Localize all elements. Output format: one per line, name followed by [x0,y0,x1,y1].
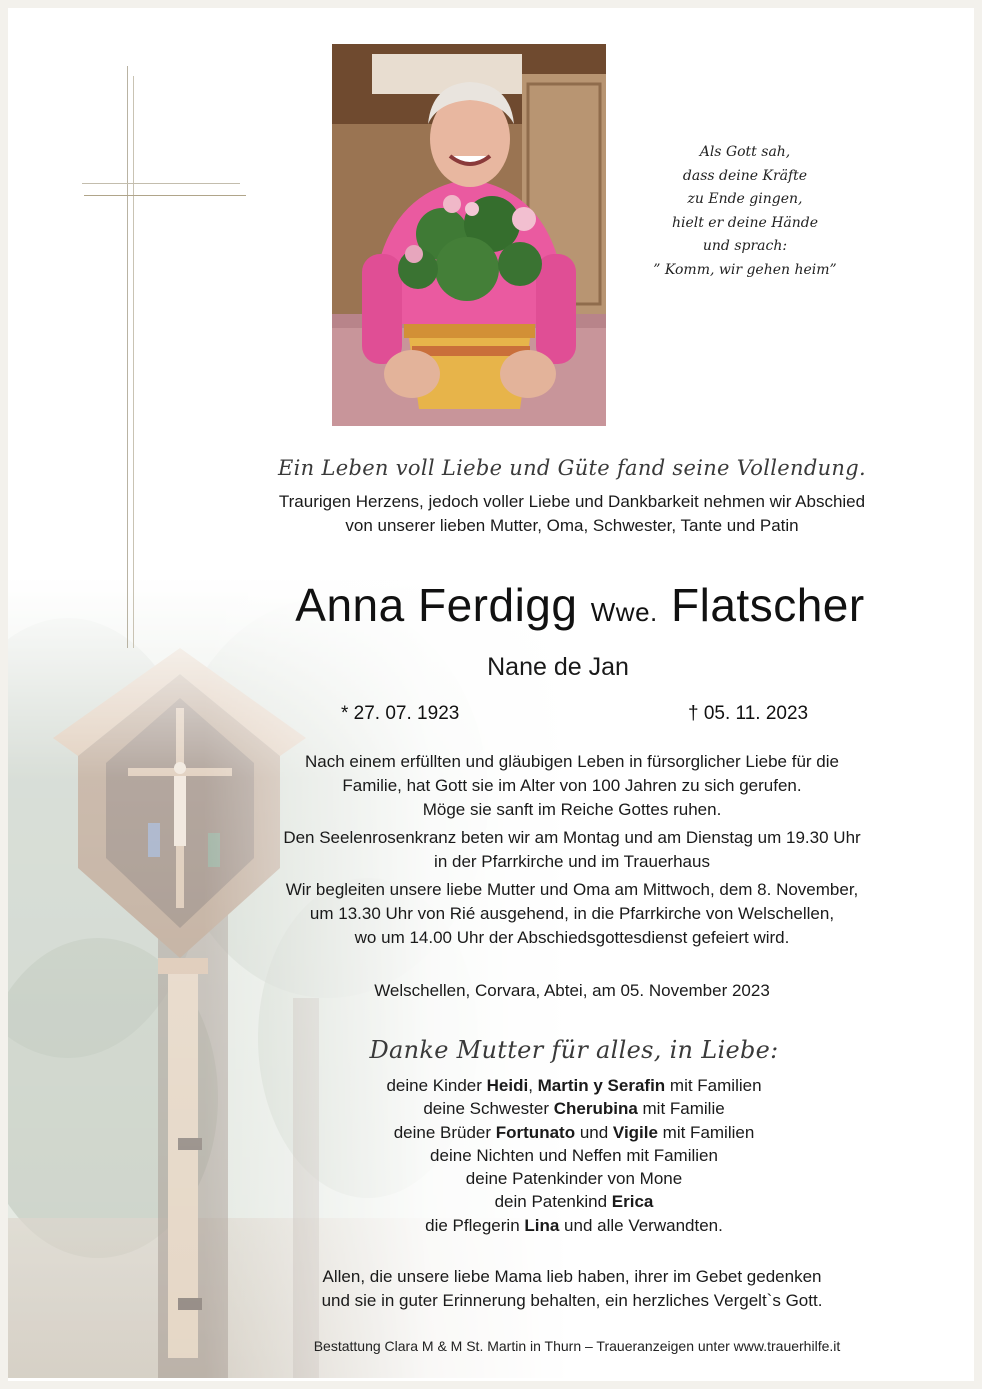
poem-line: zu Ende gingen, [687,191,803,207]
poem-line: Als Gott sah, [699,144,791,160]
poem-line: ” Komm, wir gehen heim” [653,261,837,278]
tagline: Ein Leben voll Liebe und Güte fand seine Vollendung. [278,456,866,480]
text-line: Nach einem erfüllten und gläubigen Leben in fürsorglicher Liebe für die [305,752,839,771]
name-highlight: Cherubina [553,1099,638,1119]
text-line: in der Pfarrkirche und im Trauerhaus [434,852,710,871]
text-line: Möge sie sanft im Reiche Gottes ruhen. [422,800,722,819]
text-line: Den Seelenrosenkranz beten wir am Montag und am Dienstag um 19.30 Uhr [283,828,861,847]
last-name: Flatscher [671,579,865,631]
obituary-page [8,8,974,1381]
wayside-cross-image [8,578,568,1378]
intro-line: Traurigen Herzens, jedoch voller Liebe und Dankbarkeit nehmen wir Abschied [278,492,866,511]
text-line: um 13.30 Uhr von Rié ausgehend, in die Pfarrkirche von Welschellen, [309,904,835,923]
thanks-heading: Danke Mutter für alles, in Liebe: [369,1036,779,1064]
mourner-line: dein Patenkind Erica [494,1192,654,1212]
place-date: Welschellen, Corvara, Abtei, am 05. November 2023 [374,981,770,1000]
name-highlight: Vigile [612,1122,658,1142]
cross-line-horizontal-2 [84,195,246,196]
birth-date: * 27. 07. 1923 [341,703,460,724]
mourner-line: deine Nichten und Neffen mit Familien [430,1145,718,1165]
closing-line: und sie in guter Erinnerung behalten, ein herzliches Vergelt`s Gott. [321,1291,823,1310]
name-highlight: Fortunato [495,1122,576,1142]
cross-line-horizontal [82,183,240,184]
cross-line-vertical [127,66,128,648]
portrait-photo [332,44,606,426]
footer-funeral-home: Bestattung Clara M & M St. Martin in Thurn – Traueranzeigen unter www.trauerhilfe.it [313,1338,841,1354]
poem-line: hielt er deine Hände [671,214,819,231]
closing-text [222,1265,922,1313]
name-highlight: Heidi [486,1076,529,1095]
poem [620,141,870,282]
mourner-line: die Pflegerin Lina und alle Verwandten. [425,1215,723,1235]
nickname: Nane de Jan [487,653,629,681]
announcement-text [222,750,922,950]
intro [222,490,922,538]
text-line: Wir begleiten unsere liebe Mutter und Oma am Mittwoch, dem 8. November, [285,880,859,899]
poem-line: dass deine Kräfte [682,167,808,184]
mourner-line: deine Schwester Cherubina mit Familie [423,1099,725,1119]
cross-line-vertical-2 [133,76,134,648]
closing-line: Allen, die unsere liebe Mama lieb haben, ihrer im Gebet gedenken [322,1267,822,1286]
text-line: wo um 14.00 Uhr der Abschiedsgottesdienst gefeiert wird. [354,928,790,947]
mourner-line: deine Patenkinder von Mone [465,1169,683,1189]
death-date: † 05. 11. 2023 [688,703,809,724]
intro-line: von unserer lieben Mutter, Oma, Schwester, Tante und Patin [345,516,799,535]
first-name: Anna Ferdigg [295,579,578,631]
text-line: Familie, hat Gott sie im Alter von 100 Jahren zu sich gerufen. [342,776,802,795]
mourners-list [274,1074,874,1237]
name-highlight: Martin y Serafin [537,1076,666,1095]
mourner-line: deine Brüder Fortunato und Vigile mit Familien [393,1122,755,1142]
deceased-name [230,578,930,632]
name-highlight: Erica [611,1192,654,1212]
poem-line: und sprach: [702,238,788,254]
mourner-line: deine Kinder Heidi, Martin y Serafin mit Familien [386,1076,762,1095]
name-suffix: Wwe. [590,597,658,627]
name-highlight: Lina [524,1215,560,1235]
